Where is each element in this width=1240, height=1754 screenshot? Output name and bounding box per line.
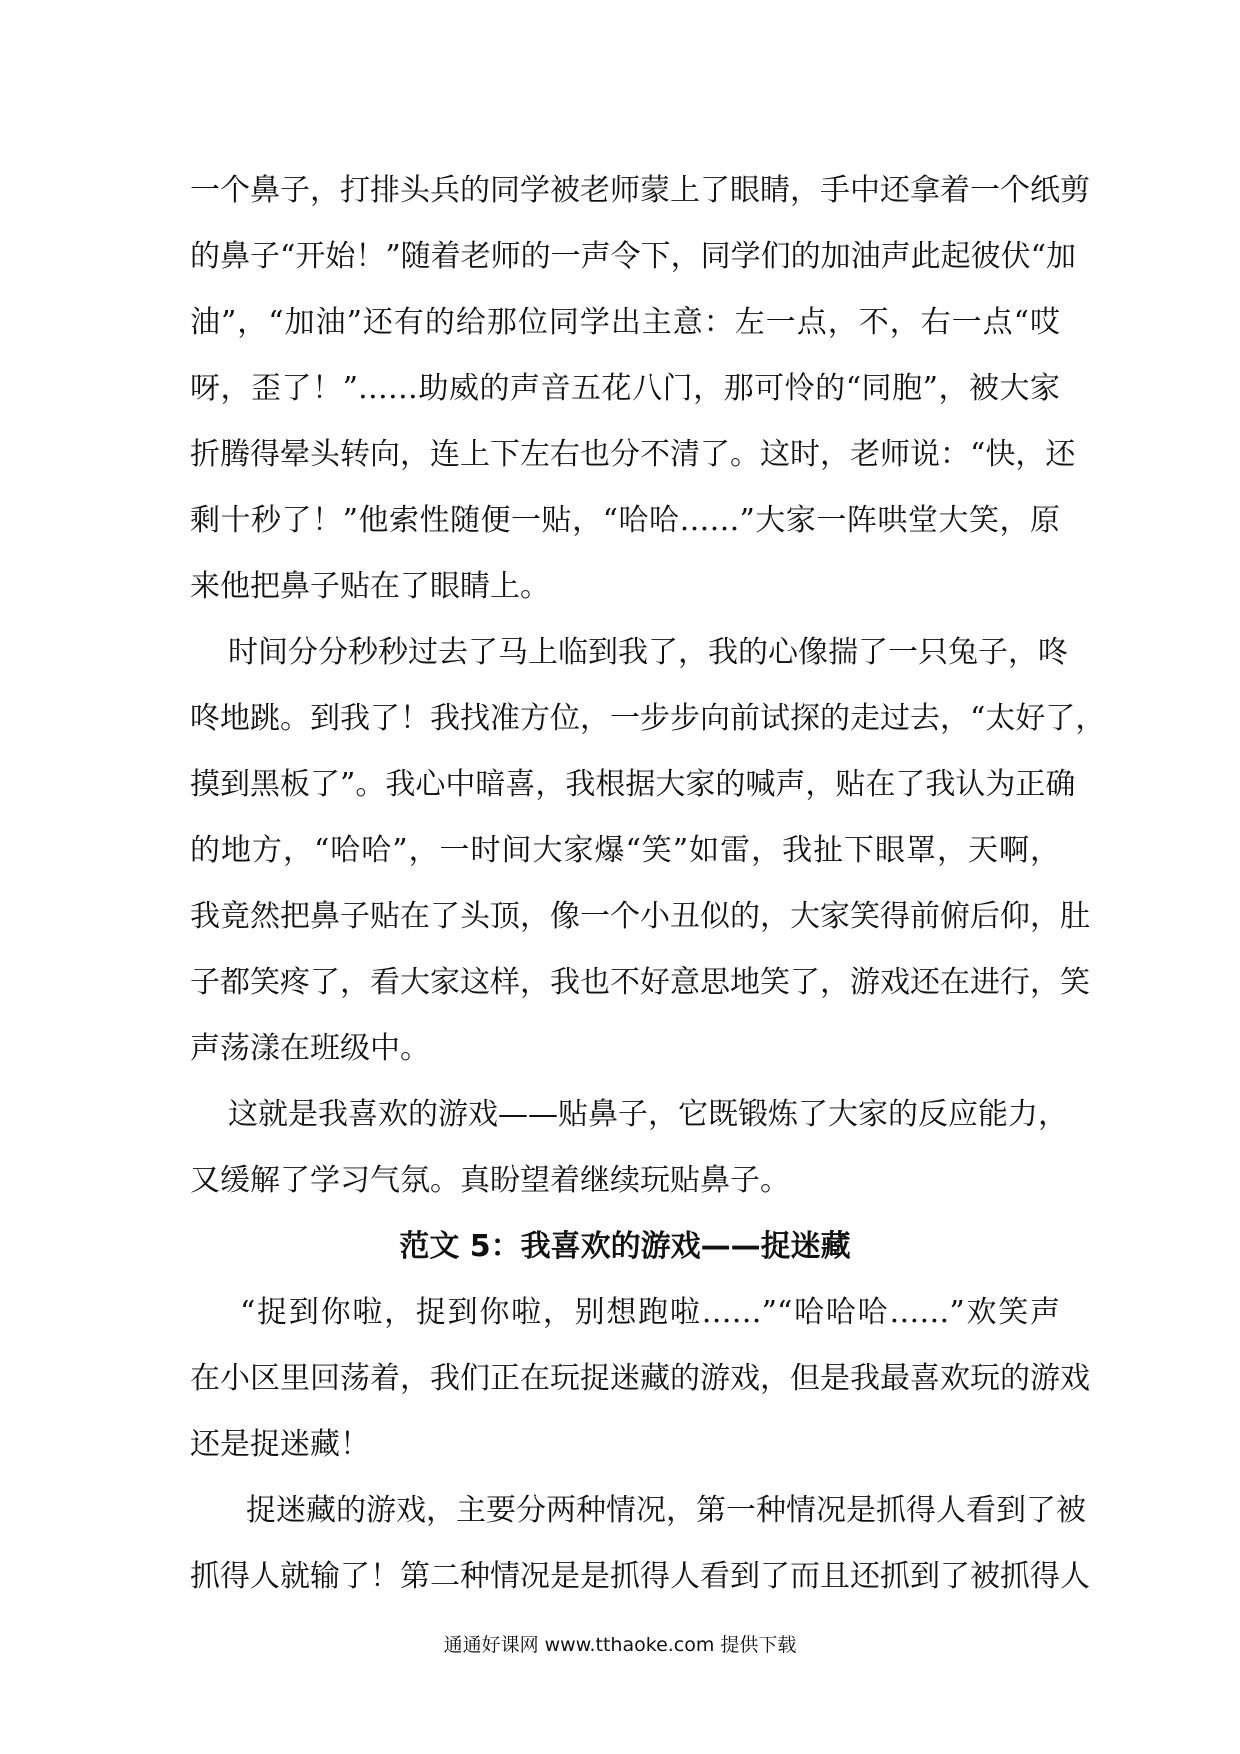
text-line: 折腾得晕头转向，连上下左右也分不清了。这时，老师说：“快，还	[190, 437, 1076, 472]
document-body	[190, 158, 1106, 1610]
text-line: 捉迷藏的游戏，主要分两种情况，第一种情况是抓得人看到了被	[246, 1493, 1086, 1528]
text-line: 呀，歪了！”……助威的声音五花八门，那可怜的“同胞”，被大家	[190, 371, 1060, 406]
text-line: 时间分分秒秒过去了马上临到我了，我的心像揣了一只兔子，咚	[228, 635, 1068, 670]
text-line: 还是捉迷藏！	[190, 1427, 370, 1462]
text-line: 一个鼻子，打排头兵的同学被老师蒙上了眼睛，手中还拿着一个纸剪	[190, 173, 1090, 208]
paragraph-4	[190, 1280, 1090, 1478]
text-line: 我竟然把鼻子贴在了头顶，像一个小丑似的，大家笑得前俯后仰，肚	[190, 899, 1090, 934]
text-line: 的鼻子“开始！”随着老师的一声令下，同学们的加油声此起彼伏“加	[190, 239, 1077, 274]
text-line: 子都笑疼了，看大家这样，我也不好意思地笑了，游戏还在进行，笑	[190, 965, 1090, 1000]
section-heading: 范文 5：我喜欢的游戏——捉迷藏	[399, 1229, 851, 1264]
paragraph-1	[190, 158, 1090, 620]
paragraph-5	[190, 1478, 1090, 1610]
text-line: “捉到你啦，捉到你啦，别想跑啦……”“哈哈哈……”欢笑声	[240, 1295, 1060, 1330]
text-line: 这就是我喜欢的游戏——贴鼻子，它既锻炼了大家的反应能力，	[228, 1097, 1068, 1132]
page-footer: 通通好课网 www.tthaoke.com 提供下载	[443, 1634, 797, 1656]
text-line: 抓得人就输了！第二种情况是是抓得人看到了而且还抓到了被抓得人	[190, 1559, 1090, 1594]
text-line: 的地方，“哈哈”，一时间大家爆“笑”如雷，我扯下眼罩，天啊，	[190, 833, 1060, 868]
text-line: 咚地跳。到我了！我找准方位，一步步向前试探的走过去，“太好了，	[190, 701, 1106, 736]
text-line: 油”，“加油”还有的给那位同学出主意：左一点，不，右一点“哎	[190, 305, 1060, 340]
text-line: 又缓解了学习气氛。真盼望着继续玩贴鼻子。	[190, 1163, 790, 1198]
text-line: 摸到黑板了”。我心中暗喜，我根据大家的喊声，贴在了我认为正确	[190, 767, 1076, 802]
text-line: 在小区里回荡着，我们正在玩捉迷藏的游戏，但是我最喜欢玩的游戏	[190, 1361, 1090, 1396]
paragraph-2	[190, 620, 1106, 1082]
text-line: 来他把鼻子贴在了眼睛上。	[190, 569, 550, 604]
text-line: 声荡漾在班级中。	[190, 1031, 430, 1066]
text-line: 剩十秒了！”他索性随便一贴，“哈哈……”大家一阵哄堂大笑，原	[190, 503, 1060, 538]
paragraph-3	[190, 1082, 1068, 1214]
